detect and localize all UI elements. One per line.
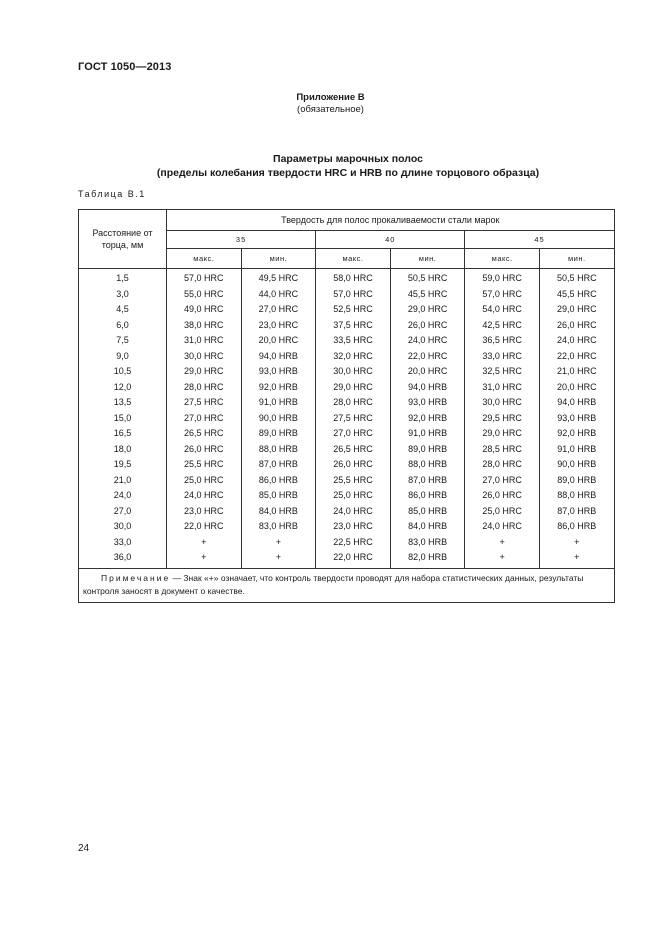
hardness-cell: 21,0 HRC <box>539 364 614 380</box>
hardness-cell: 94,0 HRB <box>539 395 614 411</box>
col-header-steel-40: 40 <box>316 231 465 249</box>
hardness-cell: 88,0 HRB <box>241 442 316 458</box>
distance-cell: 3,0 <box>79 287 167 303</box>
hardness-cell: 22,0 HRC <box>167 519 242 535</box>
hardness-cell: 94,0 HRB <box>241 349 316 365</box>
hardness-table <box>78 209 615 603</box>
hardness-cell: 83,0 HRB <box>241 519 316 535</box>
hardness-cell: 26,0 HRC <box>167 442 242 458</box>
hardness-cell: 30,0 HRC <box>316 364 391 380</box>
table-row <box>79 287 615 303</box>
distance-cell: 1,5 <box>79 269 167 287</box>
hardness-cell: 28,5 HRC <box>465 442 540 458</box>
distance-cell: 10,5 <box>79 364 167 380</box>
hardness-cell: 89,0 HRB <box>241 426 316 442</box>
hardness-cell: + <box>241 535 316 551</box>
table-row <box>79 550 615 568</box>
table-row <box>79 488 615 504</box>
col-header-distance: Расстояние от торца, мм <box>79 210 167 269</box>
hardness-cell: 27,0 HRC <box>465 473 540 489</box>
hardness-cell: 88,0 HRB <box>539 488 614 504</box>
hardness-cell: 58,0 HRC <box>316 269 391 287</box>
table-head <box>79 210 615 269</box>
hardness-cell: 49,5 HRC <box>241 269 316 287</box>
hardness-cell: 20,0 HRC <box>241 333 316 349</box>
col-header-min: мин. <box>241 249 316 269</box>
table-row <box>79 473 615 489</box>
table-row <box>79 302 615 318</box>
hardness-cell: 25,0 HRC <box>465 504 540 520</box>
hardness-cell: 24,0 HRC <box>539 333 614 349</box>
hardness-cell: 84,0 HRB <box>390 519 465 535</box>
table-row <box>79 535 615 551</box>
hardness-cell: 24,0 HRC <box>167 488 242 504</box>
note-lead: Примечание <box>101 572 171 583</box>
col-header-min: мин. <box>390 249 465 269</box>
hardness-cell: 27,5 HRC <box>316 411 391 427</box>
table-row <box>79 349 615 365</box>
hardness-cell: 42,5 HRC <box>465 318 540 334</box>
table-row <box>79 426 615 442</box>
col-header-max: макс. <box>316 249 391 269</box>
distance-cell: 27,0 <box>79 504 167 520</box>
hardness-cell: 82,0 HRB <box>390 550 465 568</box>
hardness-cell: 87,0 HRB <box>390 473 465 489</box>
table-row <box>79 380 615 396</box>
distance-cell: 24,0 <box>79 488 167 504</box>
hardness-cell: 45,5 HRC <box>390 287 465 303</box>
hardness-cell: 45,5 HRC <box>539 287 614 303</box>
distance-cell: 33,0 <box>79 535 167 551</box>
hardness-cell: 22,0 HRC <box>539 349 614 365</box>
hardness-cell: 29,0 HRC <box>167 364 242 380</box>
note-text: — Знак «+» означает, что контроль твердости проводят для набора статистических данных, результаты контроля заносят в документ о качестве. <box>83 572 584 596</box>
hardness-cell: 57,0 HRC <box>316 287 391 303</box>
hardness-cell: 28,0 HRC <box>167 380 242 396</box>
hardness-cell: 27,0 HRC <box>167 411 242 427</box>
distance-cell: 36,0 <box>79 550 167 568</box>
col-header-max: макс. <box>167 249 242 269</box>
hardness-cell: 25,5 HRC <box>167 457 242 473</box>
hardness-cell: 85,0 HRB <box>390 504 465 520</box>
col-header-min: мин. <box>539 249 614 269</box>
hardness-cell: 23,0 HRC <box>316 519 391 535</box>
distance-cell: 15,0 <box>79 411 167 427</box>
hardness-cell: 55,0 HRC <box>167 287 242 303</box>
hardness-cell: 30,0 HRC <box>465 395 540 411</box>
distance-cell: 13,5 <box>79 395 167 411</box>
hardness-cell: 37,5 HRC <box>316 318 391 334</box>
table-caption-line1: Параметры марочных полос <box>273 153 423 165</box>
hardness-cell: 59,0 HRC <box>465 269 540 287</box>
hardness-cell: 32,0 HRC <box>316 349 391 365</box>
hardness-cell: 31,0 HRC <box>167 333 242 349</box>
hardness-cell: 87,0 HRB <box>241 457 316 473</box>
hardness-cell: 33,5 HRC <box>316 333 391 349</box>
hardness-cell: 20,0 HRC <box>539 380 614 396</box>
table-row <box>79 395 615 411</box>
hardness-cell: 26,0 HRC <box>539 318 614 334</box>
hardness-cell: 29,0 HRC <box>465 426 540 442</box>
hardness-cell: 29,5 HRC <box>465 411 540 427</box>
hardness-cell: 91,0 HRB <box>241 395 316 411</box>
col-header-max: макс. <box>465 249 540 269</box>
appendix-status: (обязательное) <box>297 104 364 115</box>
col-header-steel-45: 45 <box>465 231 614 249</box>
hardness-cell: 27,0 HRC <box>241 302 316 318</box>
hardness-cell: 44,0 HRC <box>241 287 316 303</box>
hardness-cell: 83,0 HRB <box>390 535 465 551</box>
hardness-cell: 24,0 HRC <box>390 333 465 349</box>
hardness-cell: 52,5 HRC <box>316 302 391 318</box>
col-header-hardness-group: Твердость для полос прокаливаемости стали марок <box>167 210 615 231</box>
hardness-cell: + <box>241 550 316 568</box>
hardness-cell: 50,5 HRC <box>539 269 614 287</box>
hardness-cell: 57,0 HRC <box>167 269 242 287</box>
hardness-cell: 29,0 HRC <box>539 302 614 318</box>
hardness-cell: 20,0 HRC <box>390 364 465 380</box>
hardness-cell: 27,0 HRC <box>316 426 391 442</box>
hardness-cell: + <box>167 535 242 551</box>
table-row <box>79 333 615 349</box>
hardness-cell: 54,0 HRC <box>465 302 540 318</box>
hardness-cell: 49,0 HRC <box>167 302 242 318</box>
hardness-cell: 22,5 HRC <box>316 535 391 551</box>
table-row <box>79 318 615 334</box>
appendix-title: Приложение В <box>296 92 365 103</box>
hardness-cell: + <box>465 550 540 568</box>
hardness-cell: 57,0 HRC <box>465 287 540 303</box>
hardness-cell: 26,5 HRC <box>167 426 242 442</box>
distance-cell: 18,0 <box>79 442 167 458</box>
hardness-cell: 36,5 HRC <box>465 333 540 349</box>
hardness-cell: 93,0 HRB <box>390 395 465 411</box>
distance-cell: 21,0 <box>79 473 167 489</box>
hardness-cell: 28,0 HRC <box>465 457 540 473</box>
distance-cell: 16,5 <box>79 426 167 442</box>
hardness-cell: 22,0 HRC <box>390 349 465 365</box>
hardness-cell: 86,0 HRB <box>539 519 614 535</box>
table-row <box>79 364 615 380</box>
hardness-cell: 91,0 HRB <box>390 426 465 442</box>
hardness-cell: 90,0 HRB <box>539 457 614 473</box>
hardness-cell: 38,0 HRC <box>167 318 242 334</box>
hardness-cell: 26,5 HRC <box>316 442 391 458</box>
hardness-cell: + <box>539 550 614 568</box>
distance-cell: 4,5 <box>79 302 167 318</box>
distance-cell: 30,0 <box>79 519 167 535</box>
standard-code: ГОСТ 1050—2013 <box>78 61 172 73</box>
hardness-cell: + <box>167 550 242 568</box>
hardness-cell: 31,0 HRC <box>465 380 540 396</box>
hardness-cell: 91,0 HRB <box>539 442 614 458</box>
hardness-cell: 25,5 HRC <box>316 473 391 489</box>
hardness-cell: 93,0 HRB <box>241 364 316 380</box>
hardness-cell: 87,0 HRB <box>539 504 614 520</box>
hardness-cell: + <box>465 535 540 551</box>
hardness-cell: 92,0 HRB <box>241 380 316 396</box>
page-number: 24 <box>78 843 90 854</box>
table-caption-line2: (пределы колебания твердости HRC и HRB по длине торцового образца) <box>156 167 540 179</box>
table-note <box>79 568 615 602</box>
hardness-cell: 89,0 HRB <box>390 442 465 458</box>
table-row <box>79 269 615 287</box>
hardness-cell: 29,0 HRC <box>316 380 391 396</box>
hardness-cell: 26,0 HRC <box>316 457 391 473</box>
hardness-cell: 89,0 HRB <box>539 473 614 489</box>
hardness-cell: 23,0 HRC <box>167 504 242 520</box>
table-row <box>79 504 615 520</box>
hardness-cell: 23,0 HRC <box>241 318 316 334</box>
hardness-cell: 94,0 HRB <box>390 380 465 396</box>
distance-cell: 12,0 <box>79 380 167 396</box>
distance-cell: 19,5 <box>79 457 167 473</box>
hardness-cell: 84,0 HRB <box>241 504 316 520</box>
table-row <box>79 442 615 458</box>
hardness-table-container <box>78 209 614 603</box>
distance-cell: 6,0 <box>79 318 167 334</box>
hardness-cell: 90,0 HRB <box>241 411 316 427</box>
hardness-cell: 92,0 HRB <box>390 411 465 427</box>
hardness-cell: 28,0 HRC <box>316 395 391 411</box>
hardness-cell: 26,0 HRC <box>465 488 540 504</box>
hardness-cell: 86,0 HRB <box>241 473 316 489</box>
hardness-cell: 30,0 HRC <box>167 349 242 365</box>
hardness-cell: 32,5 HRC <box>465 364 540 380</box>
hardness-cell: + <box>539 535 614 551</box>
hardness-cell: 50,5 HRC <box>390 269 465 287</box>
table-row <box>79 519 615 535</box>
hardness-cell: 24,0 HRC <box>465 519 540 535</box>
hardness-cell: 33,0 HRC <box>465 349 540 365</box>
table-label: Таблица В.1 <box>78 189 146 199</box>
hardness-cell: 29,0 HRC <box>390 302 465 318</box>
col-header-steel-35: 35 <box>167 231 316 249</box>
hardness-cell: 25,0 HRC <box>167 473 242 489</box>
hardness-cell: 27,5 HRC <box>167 395 242 411</box>
hardness-cell: 86,0 HRB <box>390 488 465 504</box>
hardness-cell: 22,0 HRC <box>316 550 391 568</box>
hardness-cell: 92,0 HRB <box>539 426 614 442</box>
distance-cell: 9,0 <box>79 349 167 365</box>
hardness-cell: 93,0 HRB <box>539 411 614 427</box>
distance-cell: 7,5 <box>79 333 167 349</box>
hardness-cell: 88,0 HRB <box>390 457 465 473</box>
hardness-cell: 85,0 HRB <box>241 488 316 504</box>
table-row <box>79 457 615 473</box>
hardness-cell: 26,0 HRC <box>390 318 465 334</box>
hardness-cell: 24,0 HRC <box>316 504 391 520</box>
table-body <box>79 269 615 569</box>
hardness-cell: 25,0 HRC <box>316 488 391 504</box>
table-row <box>79 411 615 427</box>
